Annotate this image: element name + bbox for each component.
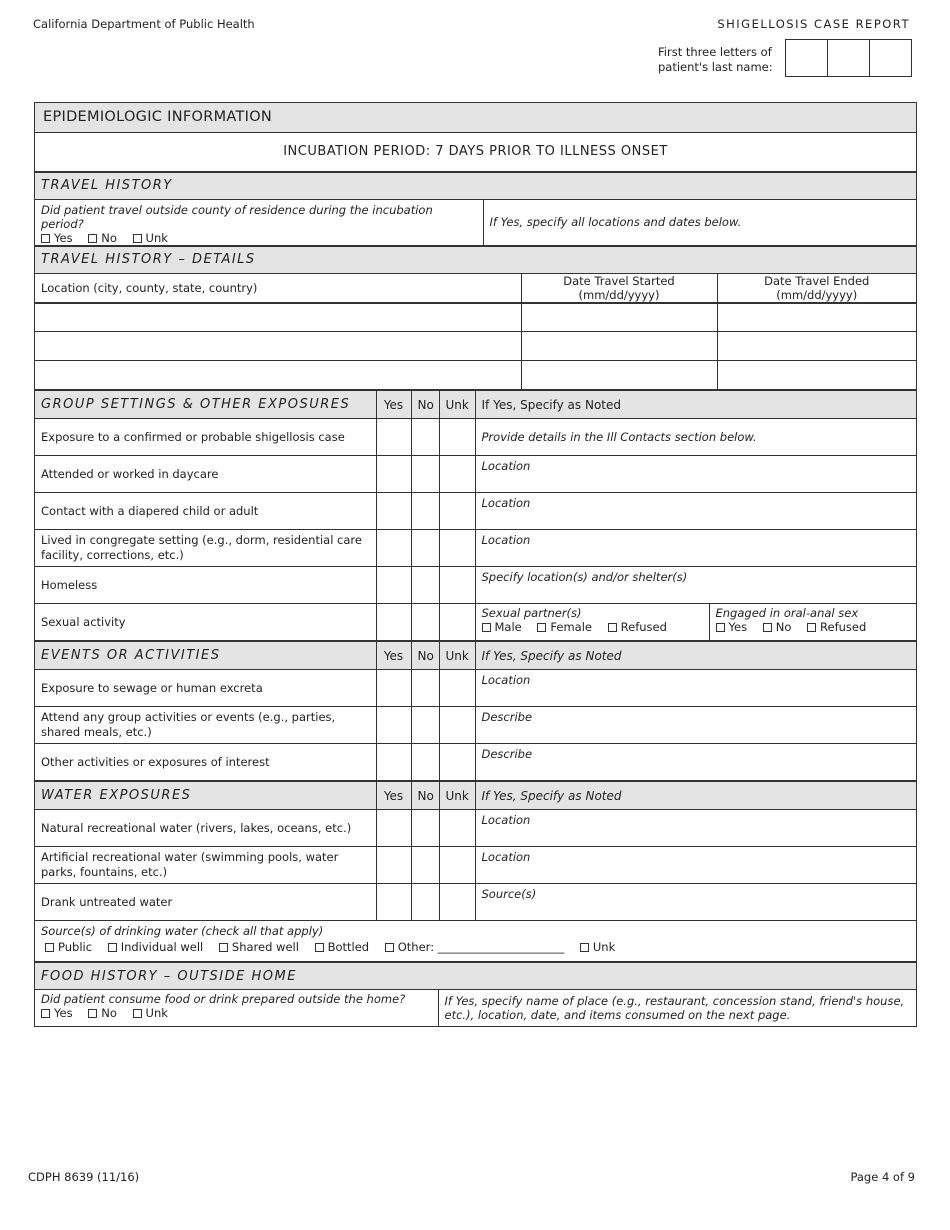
table-row — [35, 530, 916, 567]
table-row — [35, 456, 916, 493]
travel-location-field[interactable] — [35, 332, 521, 361]
table-row — [35, 884, 916, 921]
travel-question: Did patient travel outside county of residence during the incubation period? — [41, 202, 433, 231]
unk-cell[interactable] — [439, 567, 475, 604]
row-label: Other activities or exposures of interest — [35, 744, 376, 781]
section-events: EVENTS OR ACTIVITIES — [35, 642, 376, 670]
detail-field[interactable]: Source(s) — [475, 884, 916, 921]
water-public-option[interactable]: Public — [45, 940, 92, 954]
col-date-started: Date Travel Started (mm/dd/yyyy) — [521, 273, 717, 303]
col-no: No — [411, 391, 439, 419]
last-name-label-line2: patient's last name: — [658, 60, 773, 74]
table-row — [35, 493, 916, 530]
oral-anal-label: Engaged in oral-anal sex — [715, 606, 859, 620]
water-bottled-option[interactable]: Bottled — [315, 940, 370, 954]
detail-field[interactable]: Describe — [475, 744, 916, 781]
section-water: WATER EXPOSURES — [35, 782, 376, 810]
yes-cell[interactable] — [376, 670, 411, 707]
partner-female-option[interactable]: Female — [537, 620, 592, 634]
no-cell[interactable] — [411, 493, 439, 530]
checkbox-icon[interactable] — [580, 943, 589, 952]
row-label: Sexual activity — [35, 604, 376, 641]
page-number: Page 4 of 9 — [850, 1170, 915, 1184]
travel-location-field[interactable] — [35, 361, 521, 390]
yes-cell[interactable] — [376, 810, 411, 847]
oral-refused-option[interactable]: Refused — [807, 620, 866, 634]
travel-end-date-field[interactable] — [717, 361, 916, 390]
yes-cell[interactable] — [376, 456, 411, 493]
sexual-partner-label: Sexual partner(s) — [481, 606, 582, 620]
food-yes-option[interactable]: Yes — [41, 1006, 73, 1020]
row-label: Exposure to a confirmed or probable shigellosis case — [35, 419, 376, 456]
sexual-partner-cell — [475, 604, 709, 641]
detail-field[interactable]: Location — [475, 493, 916, 530]
checkbox-icon[interactable] — [763, 623, 772, 632]
row-label: Attended or worked in daycare — [35, 456, 376, 493]
checkbox-icon[interactable] — [41, 234, 50, 243]
col-yes: Yes — [376, 782, 411, 810]
checkbox-icon[interactable] — [608, 623, 617, 632]
table-row — [35, 567, 916, 604]
no-cell[interactable] — [411, 707, 439, 744]
detail-field[interactable]: Location — [475, 530, 916, 567]
no-cell[interactable] — [411, 419, 439, 456]
detail-field[interactable]: Specify location(s) and/or shelter(s) — [475, 567, 916, 604]
table-row — [35, 604, 916, 641]
drinking-water-cell — [35, 921, 916, 962]
food-note: If Yes, specify name of place (e.g., restaurant, concession stand, friend's house, etc.), location, date, and items consumed on the next page. — [438, 990, 916, 1026]
col-specify: If Yes, Specify as Noted — [475, 391, 916, 419]
travel-end-date-field[interactable] — [717, 332, 916, 361]
no-cell[interactable] — [411, 530, 439, 567]
incubation-period: INCUBATION PERIOD: 7 DAYS PRIOR TO ILLNESS ONSET — [35, 132, 916, 171]
epidemiologic-form — [34, 102, 917, 1027]
checkbox-icon[interactable] — [88, 234, 97, 243]
oral-yes-option[interactable]: Yes — [716, 620, 748, 634]
last-name-letter-3-field[interactable] — [870, 40, 911, 76]
unk-cell[interactable] — [439, 810, 475, 847]
checkbox-icon[interactable] — [41, 1009, 50, 1018]
partner-refused-option[interactable]: Refused — [608, 620, 667, 634]
checkbox-icon[interactable] — [219, 943, 228, 952]
detail-note: Provide details in the Ill Contacts section below. — [475, 419, 916, 456]
travel-start-date-field[interactable] — [521, 303, 717, 332]
report-title: SHIGELLOSIS CASE REPORT — [717, 17, 910, 31]
checkbox-icon[interactable] — [45, 943, 54, 952]
yes-cell[interactable] — [376, 744, 411, 781]
last-name-letter-2-field[interactable] — [828, 40, 870, 76]
checkbox-icon[interactable] — [315, 943, 324, 952]
last-name-label-line1: First three letters of — [658, 45, 772, 59]
row-label: Natural recreational water (rivers, lakes, oceans, etc.) — [35, 810, 376, 847]
unk-cell[interactable] — [439, 670, 475, 707]
food-unk-option[interactable]: Unk — [133, 1006, 168, 1020]
row-label: Exposure to sewage or human excreta — [35, 670, 376, 707]
section-travel-history: TRAVEL HISTORY — [35, 172, 916, 199]
last-name-boxes — [785, 39, 912, 77]
travel-location-field[interactable] — [35, 303, 521, 332]
yes-cell[interactable] — [376, 493, 411, 530]
unk-cell[interactable] — [439, 707, 475, 744]
row-label: Homeless — [35, 567, 376, 604]
yes-cell[interactable] — [376, 419, 411, 456]
unk-cell[interactable] — [439, 604, 475, 641]
detail-field[interactable]: Location — [475, 847, 916, 884]
checkbox-icon[interactable] — [716, 623, 725, 632]
no-cell[interactable] — [411, 670, 439, 707]
checkbox-icon[interactable] — [807, 623, 816, 632]
checkbox-icon[interactable] — [133, 1009, 142, 1018]
section-group-settings: GROUP SETTINGS & OTHER EXPOSURES — [35, 391, 376, 419]
form-id: CDPH 8639 (11/16) — [28, 1170, 140, 1184]
col-no: No — [411, 642, 439, 670]
unk-cell[interactable] — [439, 847, 475, 884]
col-yes: Yes — [376, 391, 411, 419]
unk-cell[interactable] — [439, 530, 475, 567]
travel-end-date-field[interactable] — [717, 303, 916, 332]
col-no: No — [411, 782, 439, 810]
unk-cell[interactable] — [439, 493, 475, 530]
checkbox-icon[interactable] — [88, 1009, 97, 1018]
col-unk: Unk — [439, 642, 475, 670]
section-food-history: FOOD HISTORY – OUTSIDE HOME — [35, 963, 916, 990]
oral-anal-cell — [709, 604, 916, 641]
checkbox-icon[interactable] — [482, 623, 491, 632]
food-no-option[interactable]: No — [88, 1006, 117, 1020]
detail-field[interactable]: Location — [475, 456, 916, 493]
section-travel-details: TRAVEL HISTORY – DETAILS — [35, 246, 916, 273]
oral-no-option[interactable]: No — [763, 620, 792, 634]
travel-options — [41, 231, 477, 245]
col-specify: If Yes, Specify as Noted — [475, 782, 916, 810]
detail-field[interactable]: Describe — [475, 707, 916, 744]
checkbox-icon[interactable] — [385, 943, 394, 952]
no-cell[interactable] — [411, 604, 439, 641]
table-row — [35, 707, 916, 744]
row-label: Drank untreated water — [35, 884, 376, 921]
water-other-option[interactable]: Other: ______________________ — [385, 940, 564, 954]
travel-unk-option[interactable]: Unk — [133, 231, 168, 245]
col-location: Location (city, county, state, country) — [35, 273, 521, 303]
food-question-cell — [35, 990, 438, 1026]
travel-detail-row — [35, 303, 916, 332]
water-shared-well-option[interactable]: Shared well — [219, 940, 299, 954]
travel-detail-row — [35, 332, 916, 361]
drinking-water-label: Source(s) of drinking water (check all that apply) — [41, 924, 324, 938]
table-row — [35, 670, 916, 707]
yes-cell[interactable] — [376, 707, 411, 744]
travel-start-date-field[interactable] — [521, 332, 717, 361]
no-cell[interactable] — [411, 744, 439, 781]
col-specify: If Yes, Specify as Noted — [475, 642, 916, 670]
unk-cell[interactable] — [439, 456, 475, 493]
yes-cell[interactable] — [376, 884, 411, 921]
section-title-epidemiologic: EPIDEMIOLOGIC INFORMATION — [35, 103, 916, 132]
unk-cell[interactable] — [439, 884, 475, 921]
water-individual-well-option[interactable]: Individual well — [108, 940, 204, 954]
col-yes: Yes — [376, 642, 411, 670]
food-question: Did patient consume food or drink prepared outside the home? — [41, 992, 406, 1006]
table-row — [35, 419, 916, 456]
department-name: California Department of Public Health — [33, 17, 255, 31]
travel-detail-row — [35, 361, 916, 390]
no-cell[interactable] — [411, 847, 439, 884]
table-row — [35, 847, 916, 884]
travel-question-cell — [35, 199, 483, 245]
checkbox-icon[interactable] — [133, 234, 142, 243]
unk-cell[interactable] — [439, 744, 475, 781]
no-cell[interactable] — [411, 810, 439, 847]
travel-no-option[interactable]: No — [88, 231, 117, 245]
yes-cell[interactable] — [376, 530, 411, 567]
yes-cell[interactable] — [376, 847, 411, 884]
checkbox-icon[interactable] — [537, 623, 546, 632]
col-unk: Unk — [439, 391, 475, 419]
checkbox-icon[interactable] — [108, 943, 117, 952]
water-unk-option[interactable]: Unk — [580, 940, 615, 954]
no-cell[interactable] — [411, 884, 439, 921]
row-label: Lived in congregate setting (e.g., dorm, residential care facility, corrections, etc.) — [35, 530, 376, 567]
col-unk: Unk — [439, 782, 475, 810]
unk-cell[interactable] — [439, 419, 475, 456]
last-name-letter-1-field[interactable] — [786, 40, 828, 76]
last-name-label — [658, 45, 773, 75]
detail-field[interactable]: Location — [475, 810, 916, 847]
yes-cell[interactable] — [376, 604, 411, 641]
row-label: Artificial recreational water (swimming pools, water parks, fountains, etc.) — [35, 847, 376, 884]
yes-cell[interactable] — [376, 567, 411, 604]
row-label: Attend any group activities or events (e.g., parties, shared meals, etc.) — [35, 707, 376, 744]
table-row — [35, 810, 916, 847]
detail-field[interactable]: Location — [475, 670, 916, 707]
no-cell[interactable] — [411, 456, 439, 493]
no-cell[interactable] — [411, 567, 439, 604]
row-label: Contact with a diapered child or adult — [35, 493, 376, 530]
travel-start-date-field[interactable] — [521, 361, 717, 390]
partner-male-option[interactable]: Male — [482, 620, 522, 634]
travel-note: If Yes, specify all locations and dates below. — [483, 199, 916, 245]
table-row — [35, 744, 916, 781]
col-date-ended: Date Travel Ended (mm/dd/yyyy) — [717, 273, 916, 303]
travel-yes-option[interactable]: Yes — [41, 231, 73, 245]
